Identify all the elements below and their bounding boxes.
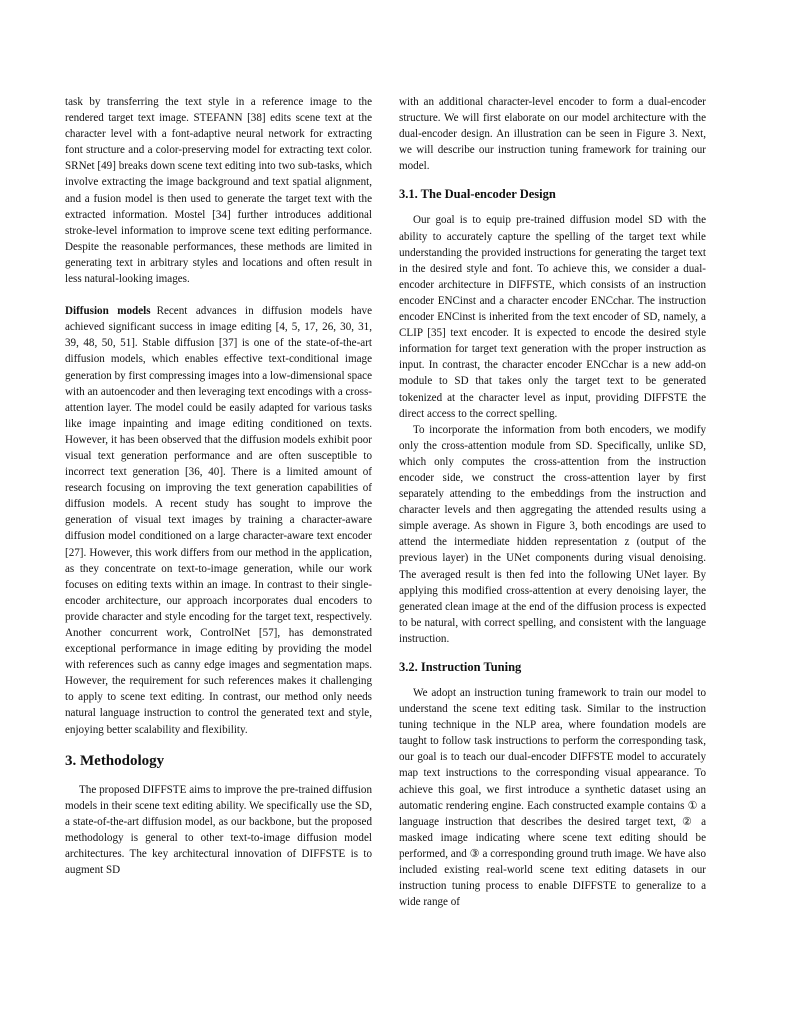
left-paragraph-1: task by transferring the text style in a reference image to the rendered target text image. STEFANN [38] edits scene text at the character level with a font-adaptive neural network for extracting font structure and a color-preserving model for extracting text color. SRNet [49] breaks down scene text editing into two sub-tasks, which involve extracting the image background and text spatial alignment, and a fusion model is then used to generate the target text with the extracted information. Mostel [34] further introduces additional stroke-level information to improve scene text editing performance. Despite the reasonable performances, these methods are limited in generating text in arbitrary styles and locations and often result in less natural-looking images.: [65, 96, 372, 286]
diffusion-models-paragraph: [65, 303, 372, 738]
section-3-2-title: 3.2. Instruction Tuning: [399, 660, 522, 674]
dual-encoder-paragraph-1: Our goal is to equip pre-trained diffusion model SD with the ability to accurately capture the spelling of the target text while understanding the provided instructions for generating the target text in the desired style and font. To achieve this, we consider a dual-encoder architecture in DIFFSTE, which consists of an instruction encoder ENCinst and a character encoder ENCchar. The instruction encoder ENCinst is inherited from the text encoder of SD, namely, a CLIP [35] text encoder. It is expected to encode the desired style information for target text generation with the proper instruction as input. In contrast, the character encoder ENCchar is a new add-on module to SD that takes only the target text to be generated tokenized at the character level as input, providing DIFFSTE the direct access to the correct spelling.: [399, 214, 706, 420]
diffusion-models-text: Recent advances in diffusion models have achieved significant success in image editing [4, 5, 17, 26, 30, 31, 39, 48, 50, 51]. Stable diffusion [37] is one of the state-of-the-art diffusion models, which enables effective text-conditional image generation by first compressing images into a low-dimensional space with an autoencoder and then leveraging text encodings with a cross-attention layer. The model could be easily adapted for various tasks like image inpainting and image editing conditioned on texts. However, it has been observed that the diffusion models exhibit poor visual text generation performance and are often susceptible to incorrect text generation [36, 40]. There is a limited amount of research focusing on improving the text generation capabilities of diffusion models. A recent study has sought to improve the generation of visual text images by training a character-aware diffusion model conditioned on a large character-aware text encoder [27]. However, this work differs from our method in the application, as they concentrate on text-to-image generation, while our work focuses on editing texts within an image. In contrast to their single-encoder architecture, our approach incorporates dual encoders to provide character and style encoding for the target text, respectively. Another concurrent work, ControlNet [57], has demonstrated exceptional performance in image editing by providing the model with references such as canny edge images and segmentation maps. However, the requirement for such references makes it challenging to apply to scene text editing. In contrast, our method only needs natural language instruction to control the generated text and style, enjoying better scalability and flexibility.: [65, 305, 373, 736]
instruction-tuning-paragraph: We adopt an instruction tuning framework to train our model to understand the scene text editing task. Similar to the instruction tuning technique in the NLP area, where foundation models are taught to follow task instructions to perform the corresponding task, our goal is to teach our dual-encoder DIFFSTE model to accurately map text instructions to the corresponding visual appearance. To achieve this goal, we first introduce a synthetic dataset using an automatic rendering engine. Each constructed example contains ① a language instruction that describes the desired target text, ② a masked image indicating where scene text editing should be performed, and ③ a corresponding ground truth image. We have also included existing real-world scene text editing datasets in our instruction tuning process to enable DIFFSTE to generalize to a wide range of: [399, 687, 706, 909]
section-3-title: 3. Methodology: [65, 752, 165, 769]
methodology-paragraph: The proposed DIFFSTE aims to improve the pre-trained diffusion models in their scene text editing ability. We specifically use the SD, a state-of-the-art diffusion model, as our backbone, but the proposed methodology is general to other text-to-image diffusion model architectures. The key architectural innovation of DIFFSTE is to augment SD: [65, 783, 372, 877]
left-column: [65, 94, 372, 878]
section-3-1-title: 3.1. The Dual-encoder Design: [399, 187, 556, 202]
dual-encoder-paragraph-2: To incorporate the information from both encoders, we modify only the cross-attention module from SD. Specifically, unlike SD, which only computes the cross-attention from the instruction encoder side, we construct the cross-attention layer by first separately attending to the embeddings from the instruction and character levels and then aggregating the attended results using a simple average. As shown in Figure 3, both encodings are used to attend the intermediate hidden representation z (output of the previous layer) in the UNet components during visual denoising. The averaged result is then fed into the following UNet layer. By applying this modified cross-attention at every denoising layer, the generated clean image at the end of the diffusion process is expected to be natural, with correct spelling, and consistent with the language instruction.: [399, 423, 706, 645]
right-paragraph-1: with an additional character-level encoder to form a dual-encoder structure. We will first elaborate on our model architecture with the dual-encoder design. An illustration can be seen in Figure 3. Next, we will describe our instruction tuning framework for training our model.: [399, 96, 706, 173]
diffusion-models-heading: Diffusion models: [65, 305, 151, 318]
right-column: [399, 94, 706, 910]
